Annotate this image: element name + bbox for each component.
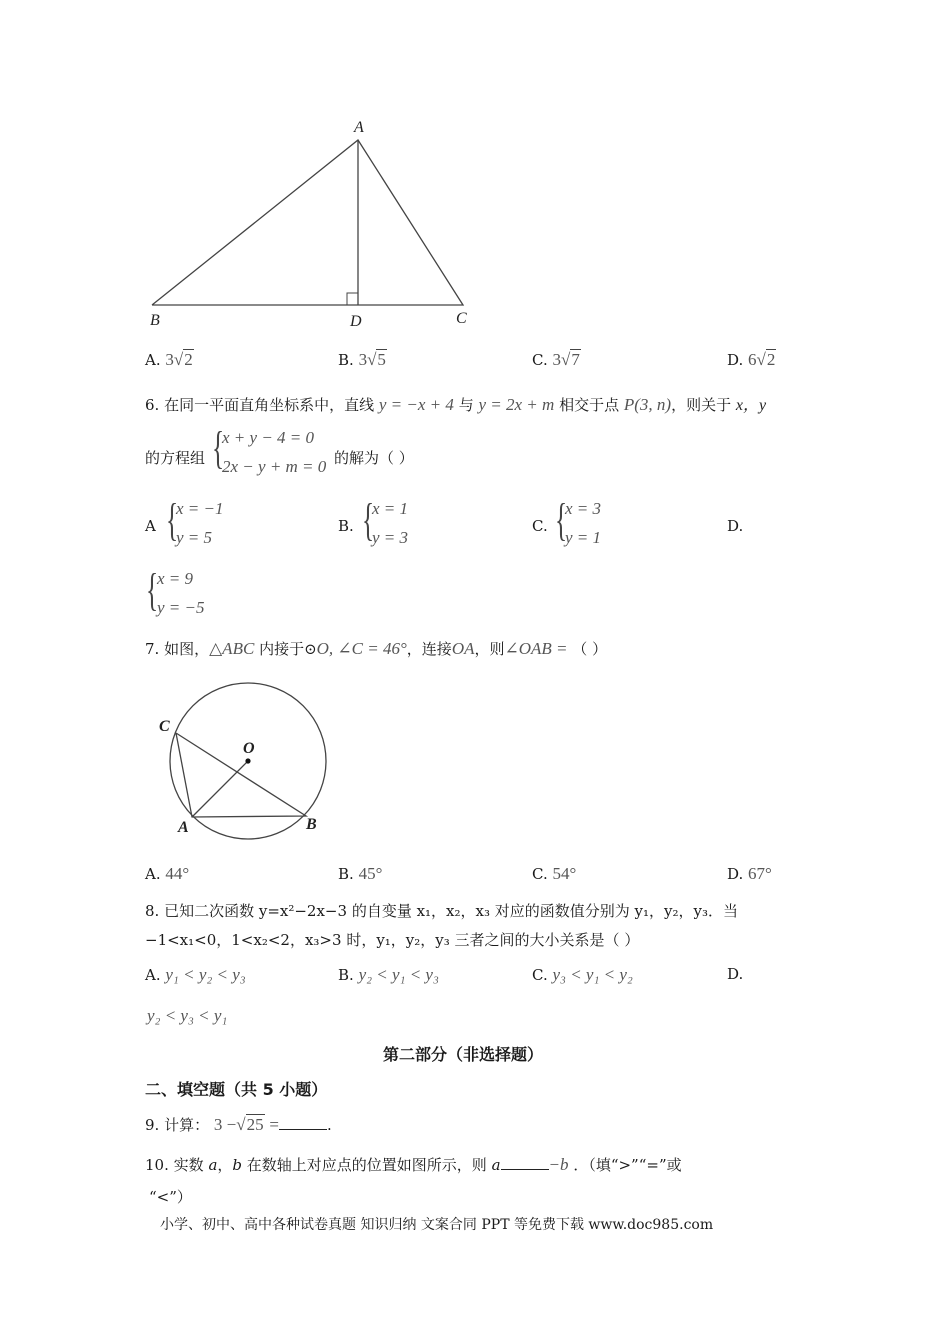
q6-option-a-x: x = −1: [176, 499, 224, 518]
label-b: B: [150, 312, 160, 329]
circle-o-figure: [150, 675, 340, 845]
q6-line2-eq: y = 2x + m: [478, 395, 555, 414]
q6-option-a-label[interactable]: A: [145, 517, 156, 535]
q6-option-a-brace: {: [166, 494, 179, 545]
q6-option-c-brace: {: [555, 494, 568, 545]
label-d: D: [350, 313, 362, 330]
q6-option-b-label[interactable]: B.: [338, 517, 354, 535]
q6-option-b-brace: {: [362, 494, 375, 545]
page-footer: 小学、初中、高中各种试卷真题 知识归纳 文案合同 PPT 等免费下载 www.doc985.com: [160, 1217, 714, 1233]
q9-answer-blank[interactable]: [279, 1115, 327, 1130]
triangle-outline: [152, 140, 463, 305]
label-o: O: [243, 740, 255, 757]
label-b: B: [306, 816, 317, 833]
q6-option-c-x: x = 3: [565, 499, 602, 518]
q6-line1-eq: y = −x + 4: [378, 395, 454, 414]
label-c: C: [456, 310, 467, 327]
q5-option-c[interactable]: C. 3√7: [532, 350, 580, 369]
q10-answer-blank[interactable]: [501, 1155, 549, 1170]
q9-stem: 9. 计算： 3 −√25 = .: [145, 1115, 332, 1134]
q6-option-d-x: x = 9: [157, 569, 194, 588]
q6-stem-line2: 的方程组: [145, 449, 206, 467]
q10-stem-line2: “<”）: [149, 1188, 192, 1206]
q6-option-b-y: y = 3: [372, 528, 409, 547]
q6-option-d-label[interactable]: D.: [727, 517, 744, 535]
label-a: A: [178, 819, 189, 836]
q8-option-d-label[interactable]: D.: [727, 965, 744, 983]
q6-point: P(3, n): [623, 395, 672, 414]
q6-system-eq2: 2x − y + m = 0: [222, 457, 327, 476]
center-o-point: [245, 758, 250, 763]
q6-stem-line1: 6. 在同一平面直角坐标系中，直线 y = −x + 4 与 y = 2x + m 相交于点 P(3, n)，则关于 x，y: [145, 395, 767, 414]
q5-option-a[interactable]: A. 3√2: [145, 350, 193, 369]
q8-stem-line1: 8. 已知二次函数 y=x²−2x−3 的自变量 x₁，x₂，x₃ 对应的函数值分别为 y₁，y₂，y₃．当: [145, 902, 739, 920]
label-c: C: [159, 718, 170, 735]
q8-option-a[interactable]: A. y₁ < y₂ < y₃: [145, 965, 246, 984]
q10-stem-line1: 10. 实数 a，b 在数轴上对应点的位置如图所示，则 a −b ．（填“>”“=”或: [145, 1155, 682, 1174]
q6-option-d-y: y = −5: [157, 598, 205, 617]
q6-system-brace: {: [212, 422, 225, 473]
q7-option-d[interactable]: D. 67°: [727, 864, 772, 883]
q5-option-b[interactable]: B. 3√5: [338, 350, 386, 369]
q7-option-b[interactable]: B. 45°: [338, 864, 383, 883]
segment-oa: [192, 761, 248, 817]
q6-option-c-y: y = 1: [565, 528, 602, 547]
q6-option-c-label[interactable]: C.: [532, 517, 548, 535]
q5-option-d[interactable]: D. 6√2: [727, 350, 776, 369]
triangle-abc-figure: [140, 115, 480, 335]
section-two-heading: 二、填空题（共 5 小题）: [145, 1080, 328, 1099]
q8-stem-line2: −1<x₁<0，1<x₂<2，x₃>3 时，y₁，y₂，y₃ 三者之间的大小关系是（ ）: [145, 931, 640, 949]
q7-option-a[interactable]: A. 44°: [145, 864, 190, 883]
q6-option-d-brace: {: [146, 564, 159, 615]
right-angle-mark: [347, 293, 358, 305]
q7-option-c[interactable]: C. 54°: [532, 864, 577, 883]
q6-system-eq1: x + y − 4 = 0: [222, 428, 315, 447]
q7-stem: 7. 如图，△ABC 内接于⊙O, ∠C = 46°，连接OA，则∠OAB = （ ）: [145, 639, 608, 658]
triangle-cab: [176, 733, 306, 817]
q8-option-b[interactable]: B. y₂ < y₁ < y₃: [338, 965, 439, 984]
q8-option-c[interactable]: C. y₃ < y₁ < y₂: [532, 965, 633, 984]
q6-stem-end: 的解为（ ）: [334, 449, 414, 467]
label-a: A: [354, 119, 364, 136]
q6-option-a-y: y = 5: [176, 528, 213, 547]
part-two-heading: 第二部分（非选择题）: [383, 1045, 544, 1064]
q6-option-b-x: x = 1: [372, 499, 409, 518]
q8-option-d: y₂ < y₃ < y₁: [147, 1006, 228, 1025]
